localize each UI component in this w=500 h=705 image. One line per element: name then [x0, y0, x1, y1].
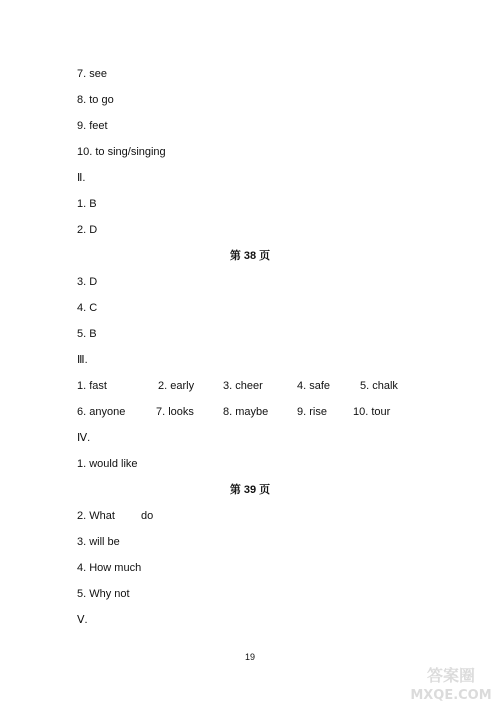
page-number: 19: [244, 652, 255, 662]
answer-2-do: do: [141, 510, 154, 522]
watermark-logo: [404, 664, 498, 704]
word-answer-1: 1. fast: [77, 380, 107, 392]
answer-1-b: 1. B: [77, 198, 97, 210]
answer-7-see: 7. see: [77, 68, 107, 80]
answer-3-will-be: 3. will be: [77, 536, 120, 548]
word-answer-8: 8. maybe: [223, 406, 269, 418]
answer-4-c: 4. C: [77, 302, 98, 314]
word-answer-4: 4. safe: [297, 380, 331, 392]
answer-8-to-go: 8. to go: [77, 94, 114, 106]
answer-2-d: 2. D: [77, 224, 98, 236]
answer-5-b: 5. B: [77, 328, 97, 340]
answer-10-to-sing: 10. to sing/singing: [77, 146, 166, 158]
answer-4-how-much: 4. How much: [77, 562, 142, 574]
word-answer-7: 7. looks: [156, 406, 194, 418]
word-answer-3: 3. cheer: [223, 380, 263, 392]
answer-1-would-like: 1. would like: [77, 458, 138, 470]
word-answer-10: 10. tour: [353, 406, 391, 418]
answer-2-what: 2. What: [77, 510, 115, 522]
section-iv: Ⅳ.: [77, 432, 91, 444]
watermark-line-2: MXQE.COM: [410, 688, 492, 703]
word-answer-5: 5. chalk: [360, 380, 398, 392]
word-answer-9: 9. rise: [297, 406, 327, 418]
answer-9-feet: 9. feet: [77, 120, 108, 132]
answer-3-d: 3. D: [77, 276, 98, 288]
answer-5-why-not: 5. Why not: [77, 588, 130, 600]
watermark-line-1: 答案圈: [426, 666, 476, 685]
section-v: Ⅴ.: [77, 614, 88, 626]
word-answer-2: 2. early: [158, 380, 195, 392]
section-iii: Ⅲ.: [77, 354, 88, 366]
page-38-heading: 第 38 页: [229, 250, 271, 262]
page-39-heading: 第 39 页: [229, 484, 271, 496]
section-ii: Ⅱ.: [77, 172, 86, 184]
word-answer-6: 6. anyone: [77, 406, 126, 418]
